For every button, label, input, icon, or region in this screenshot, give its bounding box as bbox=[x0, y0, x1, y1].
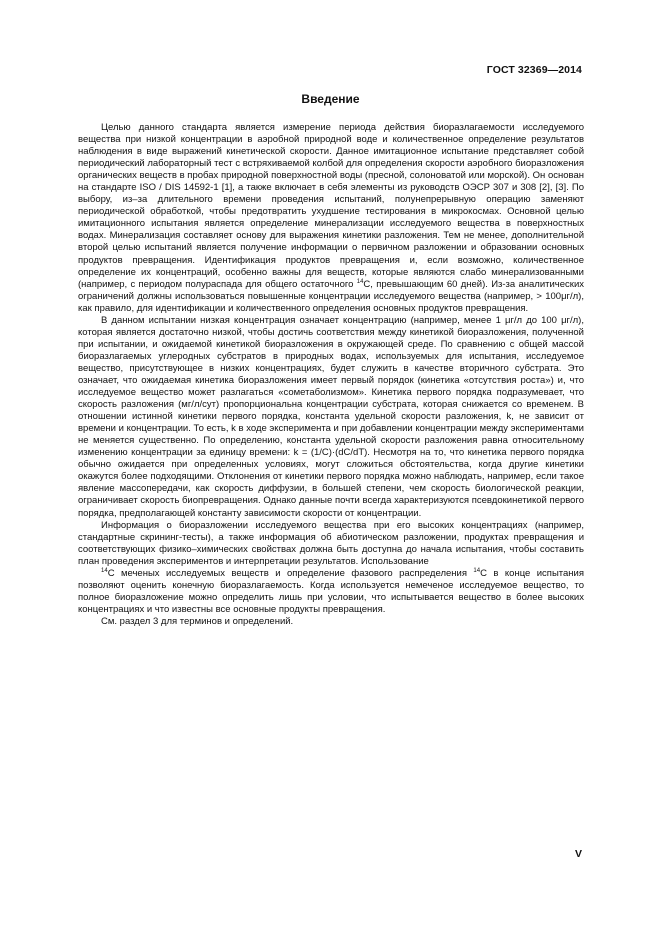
body-text bbox=[78, 122, 584, 628]
paragraph-3: Информация о биоразложении исследуемого вещества при его высоких концентрациях (например, стандартные скрининг-тесты), а также информация об абиотическом разложении, продуктах превращения и соответствующих физико–химических свойствах должна быть доступна до начала испытания, чтобы составить план проведения экспериментов и интерпретации результатов. Использование bbox=[78, 519, 584, 567]
paragraph-4-text-b: С в конце испытания позволяют оценить конечную биоразлагаемость. Когда используется немеченое исследуемое вещество, то полное биоразложение можно определить лишь при условии, что испытывается вещество в более высоких концентрациях и что известны все основные продукты превращения. bbox=[78, 567, 585, 615]
paragraph-2: В данном испытании низкая концентрация означает концентрацию (например, менее 1 μг/л до 100 μг/л), которая является достаточно низкой, чтобы достичь соответствия между кинетикой биоразложения, полученной при испытании, и ожидаемой кинетикой биоразложения в окружающей среде. По сравнению с общей массой биоразлагаемых углеродных субстратов в природных водах, используемых для испытания, исследуемое вещество, присутствующее в низких концентрациях, будет служить в качестве вторичного субстрата. Это означает, что ожидаемая кинетика биоразложения имеет первый порядок (кинетика «отсутствия роста») и, что исследуемое вещество может разлагаться «сометаболизмом». Кинетика первого порядка подразумевает, что скорость разложения (мг/л/сут) пропорциональна концентрации субстрата, которая снижается со временем. В отношении истинной кинетики первого порядка, константа удельной скорости разложения, k, не зависит от времени и концентрации. То есть, k в ходе эксперимента и при добавлении концентрации между экспериментами не меняется существенно. По определению, константа удельной скорости разложения равна относительному изменению концентрации за единицу времени: k = (1/C)·(dC/dT). Несмотря на то, что кинетика первого порядка обычно ожидается при определенных условиях, могут сложиться обстоятельства, когда другие кинетики окажутся более подходящими. Отклонения от кинетики первого порядка можно наблюдать, например, если такое явление массопередачи, как скорость диффузии, в большей степени, чем скорость биологической реакции, ограничивает скорость биопревращения. Однако данные почти всегда характеризуются псевдокинетикой первого порядка, предполагающей константу зависимости скорости от концентрации. bbox=[78, 314, 584, 519]
superscript-14: 14 bbox=[473, 567, 481, 574]
standard-number: ГОСТ 32369—2014 bbox=[486, 64, 582, 76]
paragraph-1 bbox=[78, 122, 584, 315]
section-title: Введение bbox=[301, 92, 360, 106]
paragraph-1-text-b: С, превышающим 60 дней). Из-за аналитических ограничений должны использоваться повышенные концентрации исследуемого вещества (например, > 100μг/л), как правило, для идентификации и количественного определения основных продуктов превращения. bbox=[78, 278, 585, 314]
page-number: V bbox=[574, 848, 582, 860]
superscript-14: 14 bbox=[356, 278, 364, 285]
superscript-14: 14 bbox=[101, 567, 108, 574]
paragraph-4-text-a: С меченых исследуемых веществ и определение фазового распределения bbox=[107, 567, 467, 579]
paragraph-1-text-a: Целью данного стандарта является измерение периода действия биоразлагаемости исследуемого вещества при низкой концентрации в аэробной природной воде и количественное определение результатов наблюдения в виде выражений кинетической скорости. Данное имитационное испытание представляет собой периодический лабораторный тест с встряхиваемой колбой для определения скорости аэробного биоразложения органических веществ в пробах природной поверхностной воды (пресной, солоноватой или морской). Он основан на стандарте ISO / DIS 14592-1 [1], а также включает в себя элементы из руководств ОЭСР 307 и 308 [2], [3]. По выбору, из–за длительного времени проведения испытаний, полунепрерывную операцию заменяют периодической обработкой, чтобы предотвратить ухудшение тестирования в микрокосмах. Основной целью имитационного испытания является определение минерализации исследуемого вещества в поверхностных водах. Минерализация составляет основу для выражения кинетики разложения. Тем не менее, дополнительной второй целью испытаний является получение информации о первичном разложении и образовании основных продуктов превращения. Идентификация продуктов превращения и, если возможно, количественное определение их концентраций, особенно важны для веществ, которые являются слабо минерализованными (например, с периодом полураспада для общего остаточного bbox=[78, 122, 584, 290]
paragraph-5: См. раздел 3 для терминов и определений. bbox=[101, 615, 294, 627]
paragraph-4 bbox=[78, 568, 584, 616]
